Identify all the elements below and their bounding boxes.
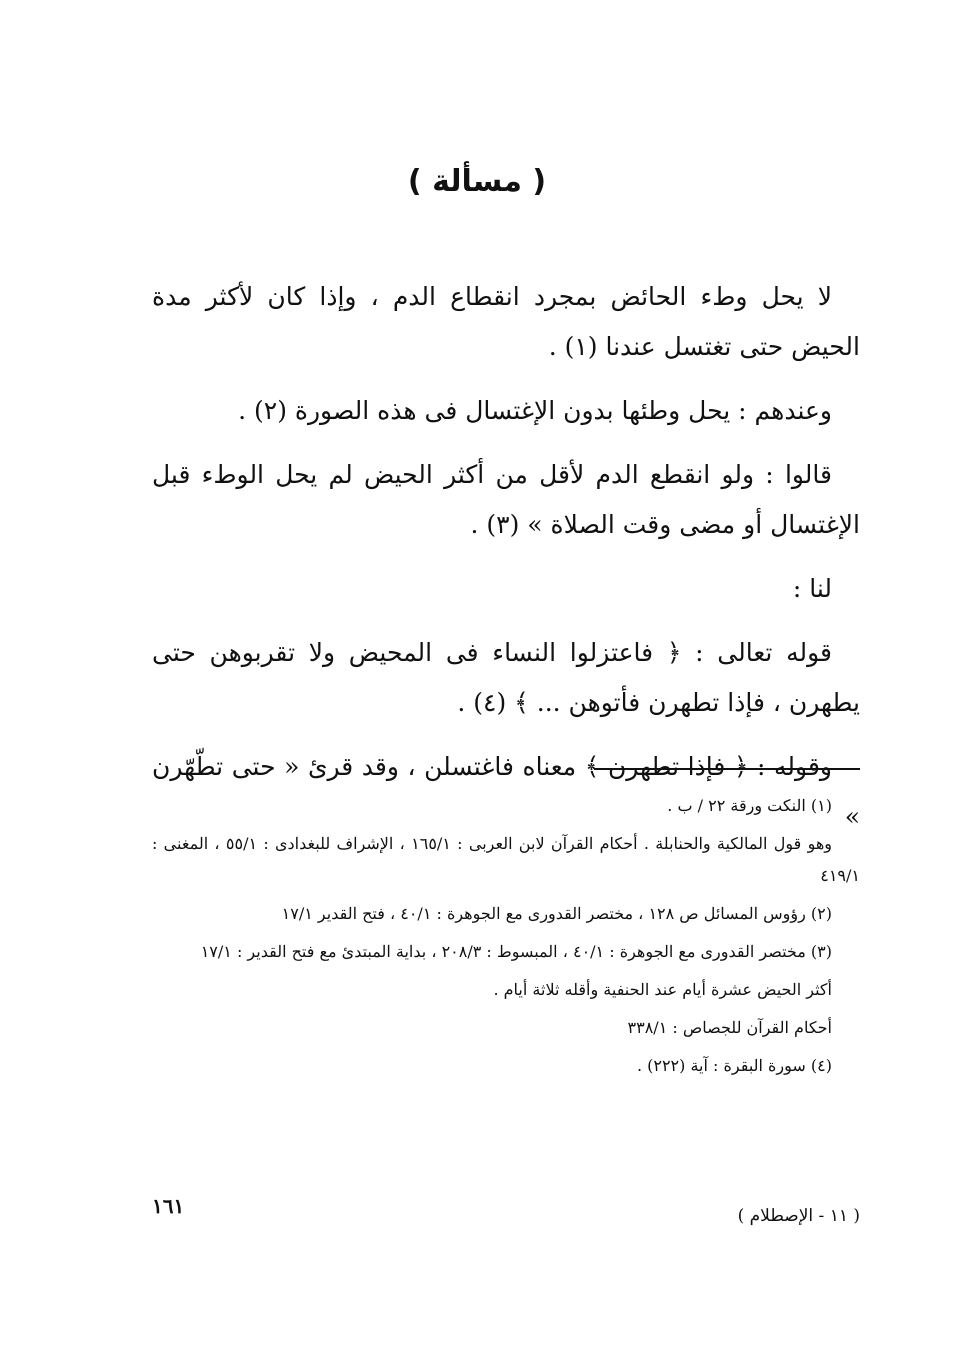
footnote: وهو قول المالكية والحنابلة . أحكام القرآن لابن العربى : ١٦٥/١ ، الإشراف للبغدادى : ٥٥/١ ، المغنى : ٤١٩/١ — [152, 834, 860, 885]
paragraph: وعندهم : يحل وطئها بدون الإغتسال فى هذه الصورة (٢) . — [238, 396, 832, 425]
footnote-divider — [594, 768, 860, 770]
footnote: أكثر الحيض عشرة أيام عند الحنفية وأقله ثلاثة أيام . — [493, 980, 832, 999]
footnote: (٣) مختصر القدورى مع الجوهرة : ٤٠/١ ، المبسوط : ٢٠٨/٣ ، بداية المبتدئ مع فتح القدير : ١٧/١ — [200, 942, 832, 961]
paragraph: لا يحل وطء الحائض بمجرد انقطاع الدم ، وإذا كان لأكثر مدة الحيض حتى تغتسل عندنا (١) . — [152, 282, 860, 361]
page-footer — [152, 1192, 860, 1228]
paragraph: قوله تعالى : ﴿ فاعتزلوا النساء فى المحيض ولا تقربوهن حتى يطهرن ، فإذا تطهرن فأتوهن ... ﴾ (٤) . — [152, 638, 860, 717]
footnote: أحكام القرآن للجصاص : ٣٣٨/١ — [627, 1018, 832, 1037]
footnotes — [152, 790, 860, 1088]
paragraph: لنا : — [792, 574, 832, 603]
paragraph: قالوا : ولو انقطع الدم لأقل من أكثر الحيض لم يحل الوطء قبل الإغتسال أو مضى وقت الصلاة » (٣) . — [152, 460, 860, 539]
paragraph: وقوله : ﴿ فإذا تطهرن ﴾ معناه فاغتسلن ، وقد قرئ « حتى تطّهّرن » — [152, 752, 860, 831]
page-number: ١٦١ — [152, 1194, 185, 1218]
footnote: (١) النكت ورقة ٢٢ / ب . — [667, 796, 832, 815]
footnote: (٢) رؤوس المسائل ص ١٢٨ ، مختصر القدورى مع الجوهرة : ٤٠/١ ، فتح القدير ١٧/١ — [281, 904, 832, 923]
footnote: (٤) سورة البقرة : آية (٢٢٢) . — [636, 1056, 832, 1075]
section-title: ( مسألة ) — [407, 164, 547, 199]
signature-mark: ( ١١ - الإصطلام ) — [737, 1206, 860, 1226]
